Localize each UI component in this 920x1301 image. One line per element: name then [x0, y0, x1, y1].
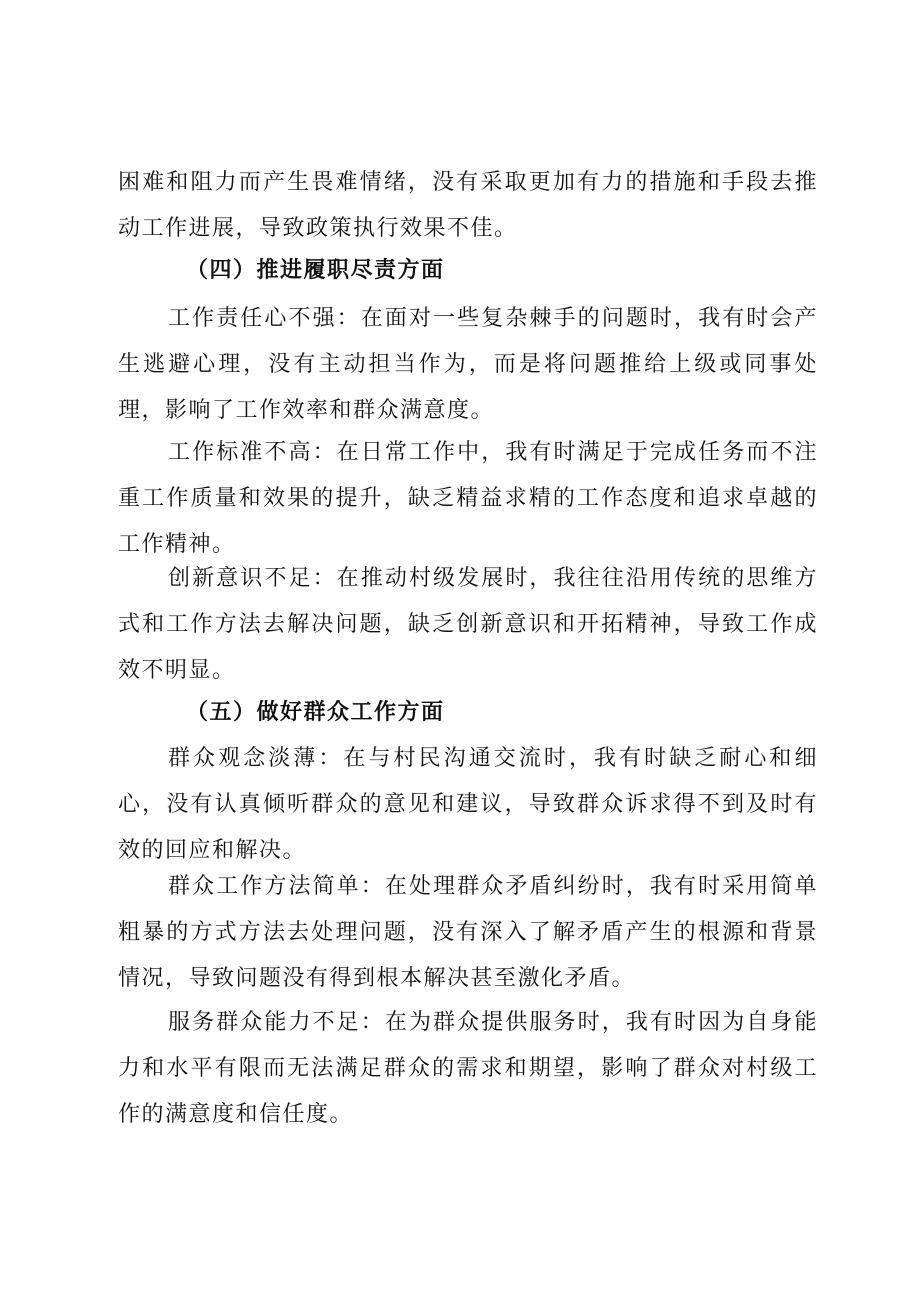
section-four-heading: （四）推进履职尽责方面: [186, 258, 445, 283]
paragraph-service-ability: 服务群众能力不足：在为群众提供服务时，我有时因为自身能力和水平有限而无法满足群众的需求和期望，影响了群众对村级工作的满意度和信任度。: [118, 1010, 818, 1127]
paragraph-mass-work-method: 群众工作方法简单：在处理群众矛盾纠纷时，我有时采用简单粗暴的方式方法去处理问题，没有深入了解矛盾产生的根源和背景情况，导致问题没有得到根本解决甚至激化矛盾。: [118, 874, 818, 991]
paragraph-work-responsibility: 工作责任心不强：在面对一些复杂棘手的问题时，我有时会产生逃避心理，没有主动担当作为，而是将问题推给上级或同事处理，影响了工作效率和群众满意度。: [118, 306, 818, 423]
paragraph-mass-concept: 群众观念淡薄：在与村民沟通交流时，我有时缺乏耐心和细心，没有认真倾听群众的意见和建议，导致群众诉求得不到及时有效的回应和解决。: [118, 746, 818, 863]
intro-paragraph: 困难和阻力而产生畏难情绪，没有采取更加有力的措施和手段去推动工作进展，导致政策执行效果不佳。: [118, 170, 818, 241]
section-five-heading: （五）做好群众工作方面: [186, 700, 445, 725]
paragraph-innovation: 创新意识不足：在推动村级发展时，我往往沿用传统的思维方式和工作方法去解决问题，缺乏创新意识和开拓精神，导致工作成效不明显。: [118, 566, 818, 683]
paragraph-work-standard: 工作标准不高：在日常工作中，我有时满足于完成任务而不注重工作质量和效果的提升，缺乏精益求精的工作态度和追求卓越的工作精神。: [118, 440, 818, 557]
